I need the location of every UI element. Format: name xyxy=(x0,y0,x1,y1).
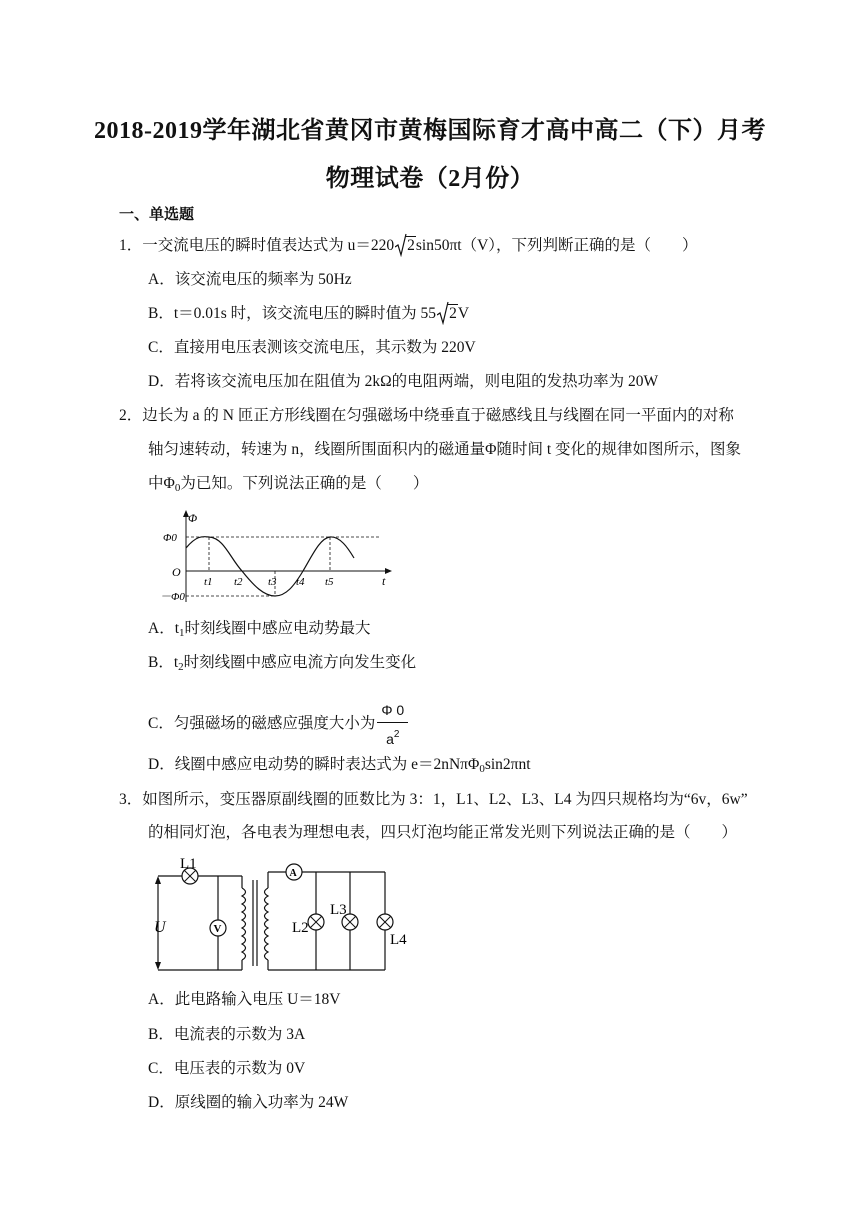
exam-title-line2: 物理试卷（2月份） xyxy=(325,166,535,192)
q3-option-c: C．电压表的示数为 0V xyxy=(148,1060,306,1077)
voltmeter-label: V xyxy=(213,923,222,935)
graph-tick-t1: t1 xyxy=(204,576,213,588)
flux-graph xyxy=(160,508,400,604)
graph-tick-t3: t3 xyxy=(268,576,277,588)
fraction: $\frac{\Phi 0}{a^2}$ xyxy=(377,700,408,749)
q2-option-d: D．线圈中感应电动势的瞬时表达式为 e＝2nNπΦ$_0$sin2πnt xyxy=(148,756,531,775)
sqrt-sign: 2 xyxy=(395,236,416,256)
exam-title-line1: 2018-2019学年湖北省黄冈市黄梅国际育才高中高二（下）月考 xyxy=(94,118,766,144)
graph-y-label: Φ xyxy=(188,511,198,525)
circuit-l1-label: L1 xyxy=(180,856,197,872)
graph-tick-t5: t5 xyxy=(325,576,334,588)
ammeter-label: A xyxy=(289,868,297,879)
q3-option-d: D．原线圈的输入功率为 24W xyxy=(148,1094,349,1111)
graph-x-label: t xyxy=(382,574,386,588)
q1-option-a: A．该交流电压的频率为 50Hz xyxy=(148,271,352,288)
graph-origin: O xyxy=(172,565,181,579)
q3-option-b: B．电流表的示数为 3A xyxy=(148,1026,306,1043)
q2-option-a: A．$t_1$时刻线圈中感应电动势最大 xyxy=(148,620,371,639)
q2-option-c: C．匀强磁场的磁感应强度大小为 $\frac{\Phi 0}{a^2}$ xyxy=(148,700,408,749)
q2-option-b: B．$t_2$时刻线圈中感应电流方向发生变化 xyxy=(148,654,417,673)
q2-stem-line1: 2．边长为 a 的 N 匝正方形线圈在匀强磁场中绕垂直于磁感线且与线圈在同一平面内的对称 xyxy=(119,407,734,424)
graph-y-min: －Φ0 xyxy=(160,591,185,603)
q3-option-a: A．此电路输入电压 U＝18V xyxy=(148,991,341,1008)
circuit-u-label: U xyxy=(154,919,166,936)
q1-option-c: C．直接用电压表测该交流电压，其示数为 220V xyxy=(148,339,476,356)
q1-option-d: D．若将该交流电压加在阻值为 2kΩ的电阻两端，则电阻的发热功率为 20W xyxy=(148,373,659,390)
q3-stem-line1: 3．如图所示，变压器原副线圈的匝数比为 3：1，L1、L2、L3、L4 为四只规格均为“6v，6w” xyxy=(119,791,748,808)
q1-option-b: B．t＝0.01s 时，该交流电压的瞬时值为 55 2V xyxy=(148,304,469,324)
section-heading: 一、单选题 xyxy=(119,207,195,223)
q2-stem-line2: 轴匀速转动，转速为 n，线圈所围面积内的磁通量Φ随时间 t 变化的规律如图所示，图象 xyxy=(148,441,742,458)
circuit-l3-label: L3 xyxy=(330,902,347,918)
circuit-l2-label: L2 xyxy=(292,920,309,936)
graph-tick-t2: t2 xyxy=(234,576,243,588)
graph-tick-t4: t4 xyxy=(296,576,305,588)
graph-y-max: Φ0 xyxy=(163,532,177,544)
circuit-l4-label: L4 xyxy=(390,932,407,948)
sqrt-sign: 2 xyxy=(437,304,458,324)
transformer-circuit xyxy=(150,852,420,976)
q2-stem-line3: 中$\Phi_0$为已知。下列说法正确的是（ ） xyxy=(148,475,429,494)
q1-stem: 1．一交流电压的瞬时值表达式为 u＝220 2sin50πt（V），下列判断正确的是（ ） xyxy=(119,236,698,256)
q3-stem-line2: 的相同灯泡，各电表为理想电表，四只灯泡均能正常发光则下列说法正确的是（ ） xyxy=(148,824,738,841)
